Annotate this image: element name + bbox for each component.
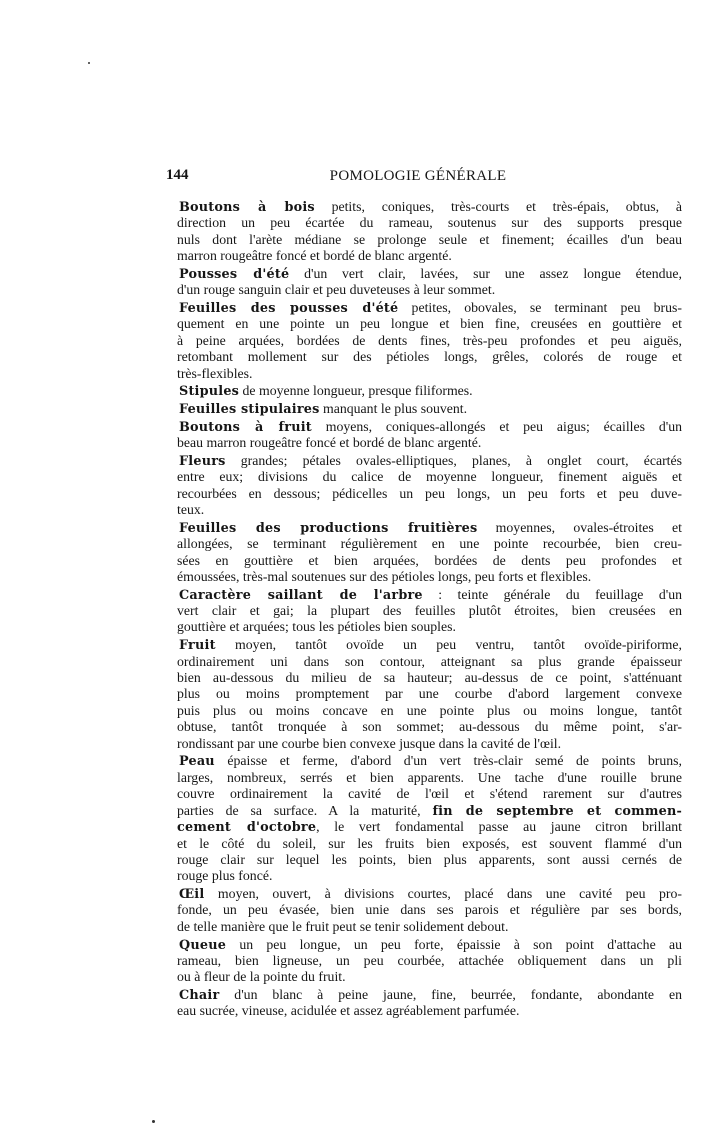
- text-line: [177, 300, 682, 316]
- text-segment: un peu longue, un peu forte, épaissie à son point d'attache au: [226, 936, 682, 952]
- text-line: [177, 937, 682, 953]
- text-segment: recourbées en dessous; pédicelles un peu longs, un peu forts et peu duve-: [177, 485, 682, 501]
- text-segment: gouttière et arquées; tous les pétioles bien souples.: [177, 619, 456, 635]
- text-line: [177, 199, 682, 215]
- text-segment: , le vert fondamental passe au jaune citron brillant: [316, 819, 682, 835]
- text-line: [177, 619, 682, 635]
- paragraph: [177, 300, 682, 382]
- bold-term: Œil: [179, 887, 205, 902]
- text-segment: petites, obovales, se terminant peu brus-: [398, 300, 682, 315]
- text-line: [177, 953, 682, 969]
- paragraph: [177, 419, 682, 452]
- bold-term: Stipules: [179, 384, 240, 400]
- text-line: [177, 349, 682, 365]
- text-segment: rouge clair sur lequel les points, bien plus apparents, sont aussi cernés de: [177, 851, 682, 867]
- text-line: [177, 736, 682, 752]
- paragraph: [177, 886, 682, 935]
- text-line: [177, 703, 682, 719]
- text-line: [177, 536, 682, 552]
- text-line: [177, 902, 682, 918]
- bold-term: Feuilles des productions fruitières: [179, 520, 478, 536]
- bold-term: Boutons à bois: [179, 200, 315, 215]
- text-line: [177, 248, 682, 264]
- text-segment: allongées, se terminant régulièrement en une pointe recourbée, bien creu-: [177, 536, 682, 552]
- text-line: [177, 803, 682, 819]
- text-segment: puis plus ou moins concave en une pointe plus ou moins longue, tantôt: [177, 702, 682, 718]
- text-segment: marron rougeâtre foncé et bordé de blanc argenté.: [177, 248, 452, 264]
- bold-term: Feuilles stipulaires: [179, 402, 320, 417]
- scan-speck: [88, 62, 90, 64]
- text-segment: moyen, tantôt ovoïde un peu ventru, tantôt ovoïde-piriforme,: [215, 637, 682, 653]
- paragraph: [177, 520, 682, 586]
- text-segment: rouge plus foncé.: [177, 868, 273, 884]
- text-line: [177, 686, 682, 702]
- text-segment: moyen, ouvert, à divisions courtes, placé dans une cavité peu pro-: [204, 886, 682, 901]
- text-line: [177, 819, 682, 835]
- text-line: [177, 282, 682, 298]
- text-line: [177, 366, 682, 382]
- text-line: [177, 1003, 682, 1019]
- text-segment: quement en une pointe un peu longue et bien fine, creusées en gouttière et: [177, 316, 682, 332]
- text-segment: : teinte générale du feuillage d'un: [422, 586, 682, 602]
- text-line: [177, 520, 682, 536]
- text-line: [177, 637, 682, 653]
- text-line: [177, 401, 682, 417]
- running-title: POMOLOGIE GÉNÉRALE: [329, 168, 507, 184]
- text-segment: beau marron rougeâtre foncé et bordé de blanc argenté.: [177, 435, 482, 451]
- bold-term: Boutons à fruit: [179, 419, 312, 435]
- text-line: [177, 453, 682, 469]
- paragraph: [177, 753, 682, 885]
- text-line: [177, 654, 682, 670]
- paragraph: [177, 383, 682, 399]
- bold-term: Feuilles des pousses d'été: [179, 301, 399, 316]
- body-text: [177, 199, 682, 1021]
- text-segment: nuls dont l'arète médiane se prolonge seule et finement; écailles d'un beau: [177, 231, 682, 247]
- scan-speck: [152, 1120, 155, 1123]
- bold-term: Caractère saillant de l'arbre: [179, 587, 423, 603]
- bold-term: Queue: [179, 937, 227, 953]
- paragraph: [177, 266, 682, 299]
- text-line: [177, 215, 682, 231]
- text-segment: rameau, bien ligneuse, un peu courbée, attachée obliquement dans un pli: [177, 952, 682, 968]
- text-segment: vert clair et gai; la plupart des feuilles plutôt étroites, bien creusées en: [177, 603, 682, 618]
- text-line: [177, 603, 682, 619]
- paragraph: [177, 199, 682, 265]
- text-segment: rondissant par une courbe bien convexe jusque dans la cavité de l'œil.: [177, 735, 562, 751]
- paragraph: [177, 401, 682, 417]
- text-line: [177, 486, 682, 502]
- bold-term: cement d'octobre: [177, 820, 317, 836]
- text-segment: manquant le plus souvent.: [319, 401, 468, 416]
- text-segment: direction un peu écartée du rameau, soutenus sur des supports presque: [177, 215, 682, 231]
- paragraph: [177, 987, 682, 1020]
- text-segment: ordinairement uni dans son contour, atteignant sa plus grande épaisseur: [177, 653, 682, 669]
- text-segment: moyens, coniques-allongés et peu aigus; écailles d'un: [311, 418, 683, 434]
- bold-term: Fruit: [179, 638, 216, 654]
- text-line: [177, 333, 682, 349]
- text-line: [177, 502, 682, 518]
- text-line: [177, 969, 682, 985]
- text-segment: grandes; pétales ovales-elliptiques, planes, à onglet court, écartés: [225, 452, 682, 468]
- paragraph: [177, 937, 682, 986]
- bold-term: Fleurs: [179, 453, 226, 469]
- text-segment: larges, nombreux, serrés et bien apparents. Une tache d'une rouille brune: [177, 769, 682, 785]
- text-line: [177, 435, 682, 451]
- text-line: [177, 383, 682, 399]
- bold-term: fin de septembre et commen-: [432, 803, 683, 819]
- bold-term: Pousses d'été: [179, 266, 290, 282]
- text-segment: petits, coniques, très-courts et très-épais, obtus, à: [314, 199, 682, 214]
- text-line: [177, 868, 682, 884]
- text-line: [177, 316, 682, 332]
- bold-term: Chair: [179, 988, 220, 1003]
- text-segment: eau sucrée, vineuse, acidulée et assez agréablement parfumée.: [177, 1003, 520, 1019]
- text-segment: retombant mollement sur des pétioles longs, grêles, colorés de rouge et: [177, 349, 682, 365]
- text-segment: d'un vert clair, lavées, sur une assez longue étendue,: [289, 265, 682, 281]
- text-line: [177, 670, 682, 686]
- text-segment: d'un rouge sanguin clair et peu duveteuses à leur sommet.: [177, 282, 496, 298]
- text-segment: parties de sa surface. A la maturité,: [177, 802, 433, 818]
- text-segment: obtuse, tantôt tronquée à son sommet; au-dessous du même point, s'ar-: [177, 719, 682, 735]
- text-line: [177, 469, 682, 485]
- text-line: [177, 569, 682, 585]
- text-segment: ou à fleur de la pointe du fruit.: [177, 969, 346, 985]
- paragraph: [177, 587, 682, 636]
- text-segment: teux.: [177, 502, 205, 517]
- text-segment: fonde, un peu évasée, bien unie dans ses parois et régulière par ses bords,: [177, 902, 682, 918]
- text-segment: épaisse et ferme, d'abord d'un vert très-clair semé de points bruns,: [214, 753, 682, 769]
- text-segment: d'un blanc à peine jaune, fine, beurrée, fondante, abondante en: [219, 987, 682, 1002]
- text-segment: à peine arquées, bordées de dents fines, très-peu profondes et peu aiguës,: [177, 332, 682, 348]
- text-segment: très-flexibles.: [177, 365, 253, 381]
- text-line: [177, 886, 682, 902]
- text-line: [177, 770, 682, 786]
- text-segment: moyennes, ovales-étroites et: [477, 519, 682, 535]
- text-segment: de telle manière que le fruit peut se tenir solidement debout.: [177, 918, 509, 934]
- text-line: [177, 836, 682, 852]
- text-segment: et le côté du soleil, sur les fruits bien exposés, est souvent flammé d'un: [177, 835, 682, 851]
- text-line: [177, 852, 682, 868]
- text-line: [177, 719, 682, 735]
- text-line: [177, 587, 682, 603]
- text-line: [177, 987, 682, 1003]
- text-segment: bien au-dessous du milieu de sa hauteur; au-dessus de ce point, s'atténuant: [177, 669, 682, 685]
- text-line: [177, 553, 682, 569]
- paragraph: [177, 637, 682, 752]
- text-segment: couvre ordinairement la cavité de l'œil et s'étend rarement sur d'autres: [177, 786, 682, 802]
- text-line: [177, 266, 682, 282]
- text-segment: sées en gouttière et bien arquées, bordées de dents peu profondes et: [177, 552, 682, 568]
- text-segment: plus ou moins promptement par une courbe d'abord largement convexe: [177, 686, 682, 702]
- text-segment: entre eux; divisions du calice de moyenne longueur, finement aiguës et: [177, 469, 682, 485]
- text-line: [177, 786, 682, 802]
- text-line: [177, 232, 682, 248]
- text-line: [177, 919, 682, 935]
- text-line: [177, 753, 682, 769]
- paragraph: [177, 453, 682, 519]
- text-segment: de moyenne longueur, presque filiformes.: [239, 383, 473, 399]
- text-line: [177, 419, 682, 435]
- bold-term: Peau: [179, 754, 215, 770]
- page-number: 144: [166, 167, 189, 183]
- text-segment: émoussées, très-mal soutenues sur des pétioles longs, peu forts et flexibles.: [177, 568, 592, 584]
